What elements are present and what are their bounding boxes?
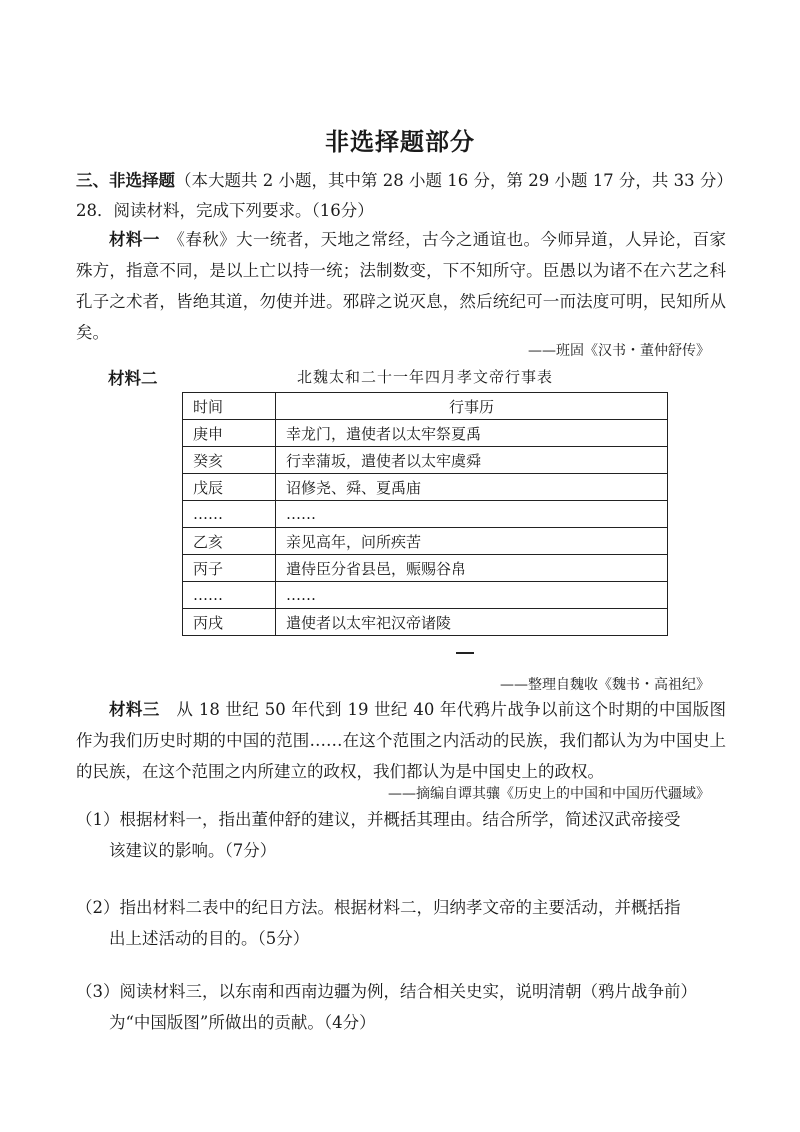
material-3-label: 材料三 [109,700,160,719]
sub-question-1 [76,804,736,866]
material-2-label: 材料二 [108,369,158,388]
table-title: 北魏太和二十一年四月孝文帝行事表 [296,368,553,386]
table-cell-event: …… [276,501,668,528]
material-3-source: ——摘编自谭其骧《历史上的中国和中国历代疆域》 [388,786,710,802]
table-cell-date: 丙子 [183,555,276,582]
table-row [183,501,668,528]
material-1-text: 《春秋》大一统者，天地之常经，古今之通谊也。今师异道，人异论，百家殊方，指意不同，是以上亡以持一统；法制数变，下不知所守。臣愚以为诸不在六艺之科孔子之术者，皆绝其道，勿使并进。邪辟之说灭息，然后统纪可一而法度可明，民知所从矣。 [76,230,727,342]
section-heading-detail: （本大题共 2 小题，其中第 28 小题 16 分，第 29 小题 17 分，共 33 分） [175,171,733,190]
table-row [183,555,668,582]
material-3-text: 从 18 世纪 50 年代到 19 世纪 40 年代鸦片战争以前这个时期的中国版图作为我们历史时期的中国的范围……在这个范围之内活动的民族，我们都认为为中国史上的民族，在这个范围之内所建立的政权，我们都认为是中国史上的政权。 [76,700,727,781]
table-cell-date: 戊辰 [183,474,276,501]
sub-question-text: 指出材料二表中的纪日方法。根据材料二，归纳孝文帝的主要活动，并概括指 [119,898,681,917]
table-cell-date: 癸亥 [183,447,276,474]
sub-question-text: 阅读材料三，以东南和西南边疆为例，结合相关史实，说明清朝（鸦片战争前） [119,982,697,1001]
table-row [183,528,668,555]
table-cell-date: 乙亥 [183,528,276,555]
table-cell-event: 遣使者以太牢祀汉帝诸陵 [276,609,668,636]
table-cell-event: …… [276,582,668,609]
table-row [183,474,668,501]
sub-question-text-continued: 出上述活动的目的。（5分） [109,929,310,948]
table-row [183,609,668,636]
table-cell-event: 诏修尧、舜、夏禹庙 [276,474,668,501]
table-cell-event: 遣侍臣分省县邑，赈赐谷帛 [276,555,668,582]
table-row [183,420,668,447]
table-cell-event: 亲见高年，问所疾苦 [276,528,668,555]
sub-question-number: （3） [76,982,120,1001]
table-row [183,447,668,474]
material-1-label: 材料一 [109,230,160,249]
column-header-events: 行事历 [276,393,668,420]
scan-mark [456,652,474,654]
events-table [182,392,668,636]
table-header-row [183,393,668,420]
table-cell-date: 庚申 [183,420,276,447]
table-cell-date: 丙戌 [183,609,276,636]
material-1 [76,224,726,348]
section-heading [76,170,733,192]
sub-question-2 [76,892,736,954]
table-row [183,582,668,609]
material-3 [76,694,726,787]
table-cell-event: 行幸蒲坂，遣使者以太牢虞舜 [276,447,668,474]
question-28-heading: 28．阅读材料，完成下列要求。（16分） [76,201,374,220]
sub-question-text-continued: 为“中国版图”所做出的贡献。（4分） [109,1013,376,1032]
section-heading-label: 三、非选择题 [76,171,175,190]
sub-question-number: （2） [76,898,120,917]
column-header-time: 时间 [183,393,276,420]
sub-question-3 [76,976,736,1038]
table-cell-date: …… [183,501,276,528]
sub-question-number: （1） [76,810,120,829]
material-1-source: ——班固《汉书・董仲舒传》 [528,343,710,359]
table-cell-event: 幸龙门，遣使者以太牢祭夏禹 [276,420,668,447]
sub-question-text-continued: 该建议的影响。（7分） [109,841,277,860]
page-title: 非选择题部分 [325,128,475,156]
table-cell-date: …… [183,582,276,609]
sub-question-text: 根据材料一，指出董仲舒的建议，并概括其理由。结合所学，简述汉武帝接受 [119,810,681,829]
material-2-source: ——整理自魏收《魏书・高祖纪》 [500,677,710,693]
